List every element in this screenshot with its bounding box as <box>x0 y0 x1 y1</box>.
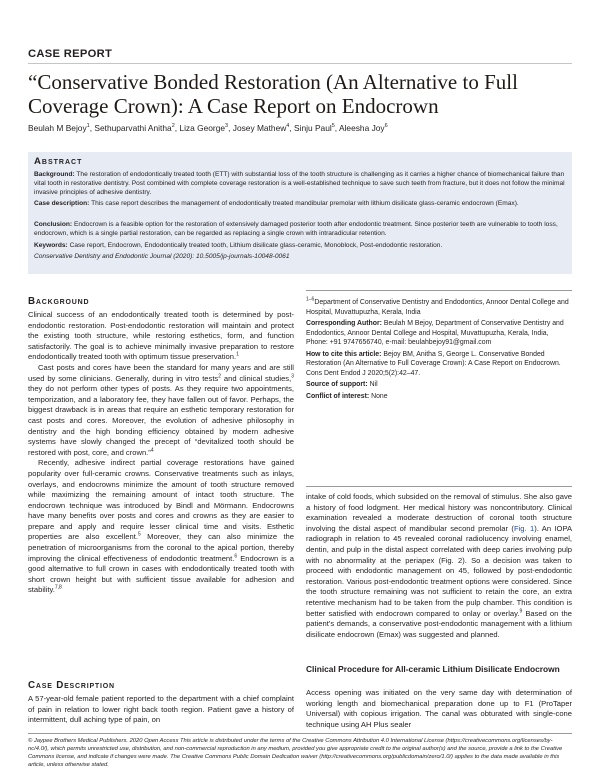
figure-1-link[interactable]: Fig. 1 <box>513 523 535 533</box>
conflict-of-interest: Conflict of interest: None <box>306 392 388 400</box>
procedure-paragraph: Access opening was initiated on the very same day with determination of working length and biomechanical preparation done up to F1 (ProTaper Universal) with copious irrigation. The canal was obturated with single-cone technique using AH Plus sealer <box>306 688 572 729</box>
abstract-citation: Conservative Dentistry and Endodontic Journal (2020): 10.5005/jp-journals-10048-0061 <box>34 253 290 260</box>
abstract-box <box>28 152 572 274</box>
author[interactable]: Sethuparvathi Anitha$^2$ <box>94 123 175 133</box>
affiliation-rule-top <box>306 290 572 291</box>
affiliation-rule-bottom <box>306 486 572 487</box>
article-title: “Conservative Bonded Restoration (An Alternative to Full Coverage Crown): A Case Report on Endocrown <box>28 70 518 118</box>
author[interactable]: Aleesha Joy$^6$ <box>338 123 388 133</box>
corresponding-author: Corresponding Author: Beulah M Bejoy, Department of Conservative Dentistry and Endodontics, Annoor Dental College and Hospital, Muvattupuzha, Kerala, India, Phone: +91 9747656740, e-mail: beulahbejoy91@gmail.com <box>306 320 564 346</box>
abstract-background: Background: The restoration of endodontically treated tooth (ETT) with substantial loss of the tooth structure is challenging as it carries a higher chance of biomechanical failure than vital tooth in restorative dentistry. Post combined with complete coverage restoration is a well-established technique to save such teeth from fracture, but it does not follow the minimal invasive principles of adhesive dentistry. <box>34 171 565 196</box>
abstract-keywords: Keywords: Case report, Endocrown, Endodontically treated tooth, Lithium disilicate glass-ceramic, Monoblock, Post-endodontic restoration. <box>34 242 443 249</box>
case-description-heading: Case Description <box>28 680 115 691</box>
author[interactable]: Beulah M Bejoy$^1$ <box>28 123 90 133</box>
background-paragraph-3: Recently, adhesive indirect partial coverage restorations have gained popularity over full-ceramic crowns. Conservative treatments such as inlays, overlays, and endocrowns minimize the amount of tooth structure removed while maximizing the remaining amount of intact tooth structure. The endocrown technique was introduced by Bindl and Mörmann. Endocrowns have many benefits over posts and cores and crowns as they are easier to prepare and apply and require lesser clinical time and visits. Esthetic properties are also excellent.$^5$ Moreover, they can also minimize the penetration of microorganisms from the coronal to the apical portion, thereby improving the clinical effectiveness of endodontic treatment.$^6$ Endocrown is a good alternative to full crown in cases with endodontically treated tooth with short crown height but with sufficient tissue available for adhesion and stability.$^{7,8}$ <box>28 458 294 595</box>
license-footer: © Jaypee Brothers Medical Publishers. 2020 Open Access This article is distributed under the terms of the Creative Commons Attribution 4.0 International License (https://creativecommons.org/licenses/by-nc/4.0/), which permits unrestricted use, distribution, and non-commercial reproduction in any medium, provided you give appropriate credit to the original author(s) and the source, provide a link to the Creative Commons license, and indicate if changes were made. The Creative Commons Public Domain Dedication waiver (http://creativecommons.org/publicdomain/zero/1.0/) applies to the data made available in this article, unless otherwise stated. <box>28 738 563 768</box>
affiliation-block <box>306 298 572 403</box>
procedure-body <box>306 688 572 730</box>
case-description-body-left <box>28 694 294 726</box>
author[interactable]: Liza George$^3$ <box>179 123 229 133</box>
article-type-label: CASE REPORT <box>28 48 113 60</box>
case-description-continued: intake of cold foods, which subsided on the removal of stimulus. She also gave a history of food lodgment. Her medical history was noncontributory. Clinical examination revealed a moderate destruction of coronal tooth structure involving the distal aspect of mandibular second premolar (Fig. 1). An IOPA radiograph in relation to 45 revealed coronal radiolucency involving enamel, dentin, and pulp in the distal aspect correlated with deep caries involving pulp with no abnormality at the periapex (Fig. 2). So a decision was taken to proceed with endodontic management on 45, followed by post-endodontic restoration. Various post-endodontic treatment options were considered. Since the tooth structure remaining was not sufficient to retain the core, an extra retentive mechanism had to be taken from the pulp chamber. This condition is better satisfied with endocrown compared to onlay or overlay.$^9$ Based on the patient’s demands, a conservative post-endodontic management with a lithium disilicate endocrown (Emax) was suggested and planned. <box>306 492 573 639</box>
case-description-body-right <box>306 492 572 640</box>
author[interactable]: Sinju Paul$^5$ <box>294 123 335 133</box>
affiliation: $^{1-6}$Department of Conservative Dentistry and Endodontics, Annoor Dental College and Hospital, Muvattupuzha, Kerala, India <box>306 296 569 316</box>
author[interactable]: Josey Mathew$^4$ <box>232 123 290 133</box>
how-to-cite: How to cite this article: Bejoy BM, Anitha S, George L. Conservative Bonded Restoration (An Alternative to Full Coverage Crown): A Case Report on Endocrown. Cons Dent Endod J 2020;5(2):42–47. <box>306 350 561 377</box>
procedure-heading: Clinical Procedure for All-ceramic Lithium Disilicate Endocrown <box>306 664 560 674</box>
source-of-support: Source of support: Nil <box>306 381 378 388</box>
background-heading: Background <box>28 296 90 307</box>
case-description-paragraph: A 57-year-old female patient reported to the department with a chief complaint of pain in relation to lower right back tooth region. Patient gave a history of intermittent, dull aching type of pain, on <box>28 694 294 725</box>
abstract-heading: Abstract <box>34 156 83 167</box>
author-list: Beulah M Bejoy$^1$, Sethuparvathi Anitha$^2$, Liza George$^3$, Josey Mathew$^4$, Sinju Paul$^5$, Aleesha Joy$^6$ <box>28 123 388 133</box>
footer-rule <box>28 733 572 734</box>
abstract-conclusion: Conclusion: Endocrown is a feasible option for the restoration of extensively damaged posterior tooth after endodontic treatment. Since posterior teeth are vulnerable to tooth loss, endocrown, which is a single partial restoration, can be regarded as replacing a single crown with intraradicular retention. <box>34 221 558 237</box>
abstract-case-description: Case description: This case report describes the management of endodontically treated mandibular premolar with lithium disilicate glass-ceramic endocrown (Emax). <box>34 200 519 207</box>
background-body <box>28 310 294 596</box>
article-type-bar <box>28 48 572 64</box>
background-paragraph-1: Clinical success of an endodontically treated tooth is determined by post-endodontic restoration. Post-endodontic restoration will maintain and protect the existing tooth structure, while restoring esthetics, form, and function satisfactorily. The goal is to achieve minimally invasive preparation to restore endodontically treated tooth with optimum tissue preservation.$^1$ <box>28 310 294 362</box>
background-paragraph-2: Cast posts and cores have been the standard for many years and are still used by some clinicians. Generally, during in vitro tests$^2$ and clinical studies,$^3$ they do not perform other types of posts. As they require two appointments, temporization, and a laboratory fee, they have fallen out of favor. Perhaps, the biggest drawback is in areas that require an esthetic temporary restoration for cast posts and cores. Moreover, the evolution of adhesive philosophy in dentistry and the high bonding efficiency obtained by modern adhesive systems have slowly changed the precept of “devitalized tooth should be restored with post, core, and crown.”$^4$ <box>28 362 294 457</box>
